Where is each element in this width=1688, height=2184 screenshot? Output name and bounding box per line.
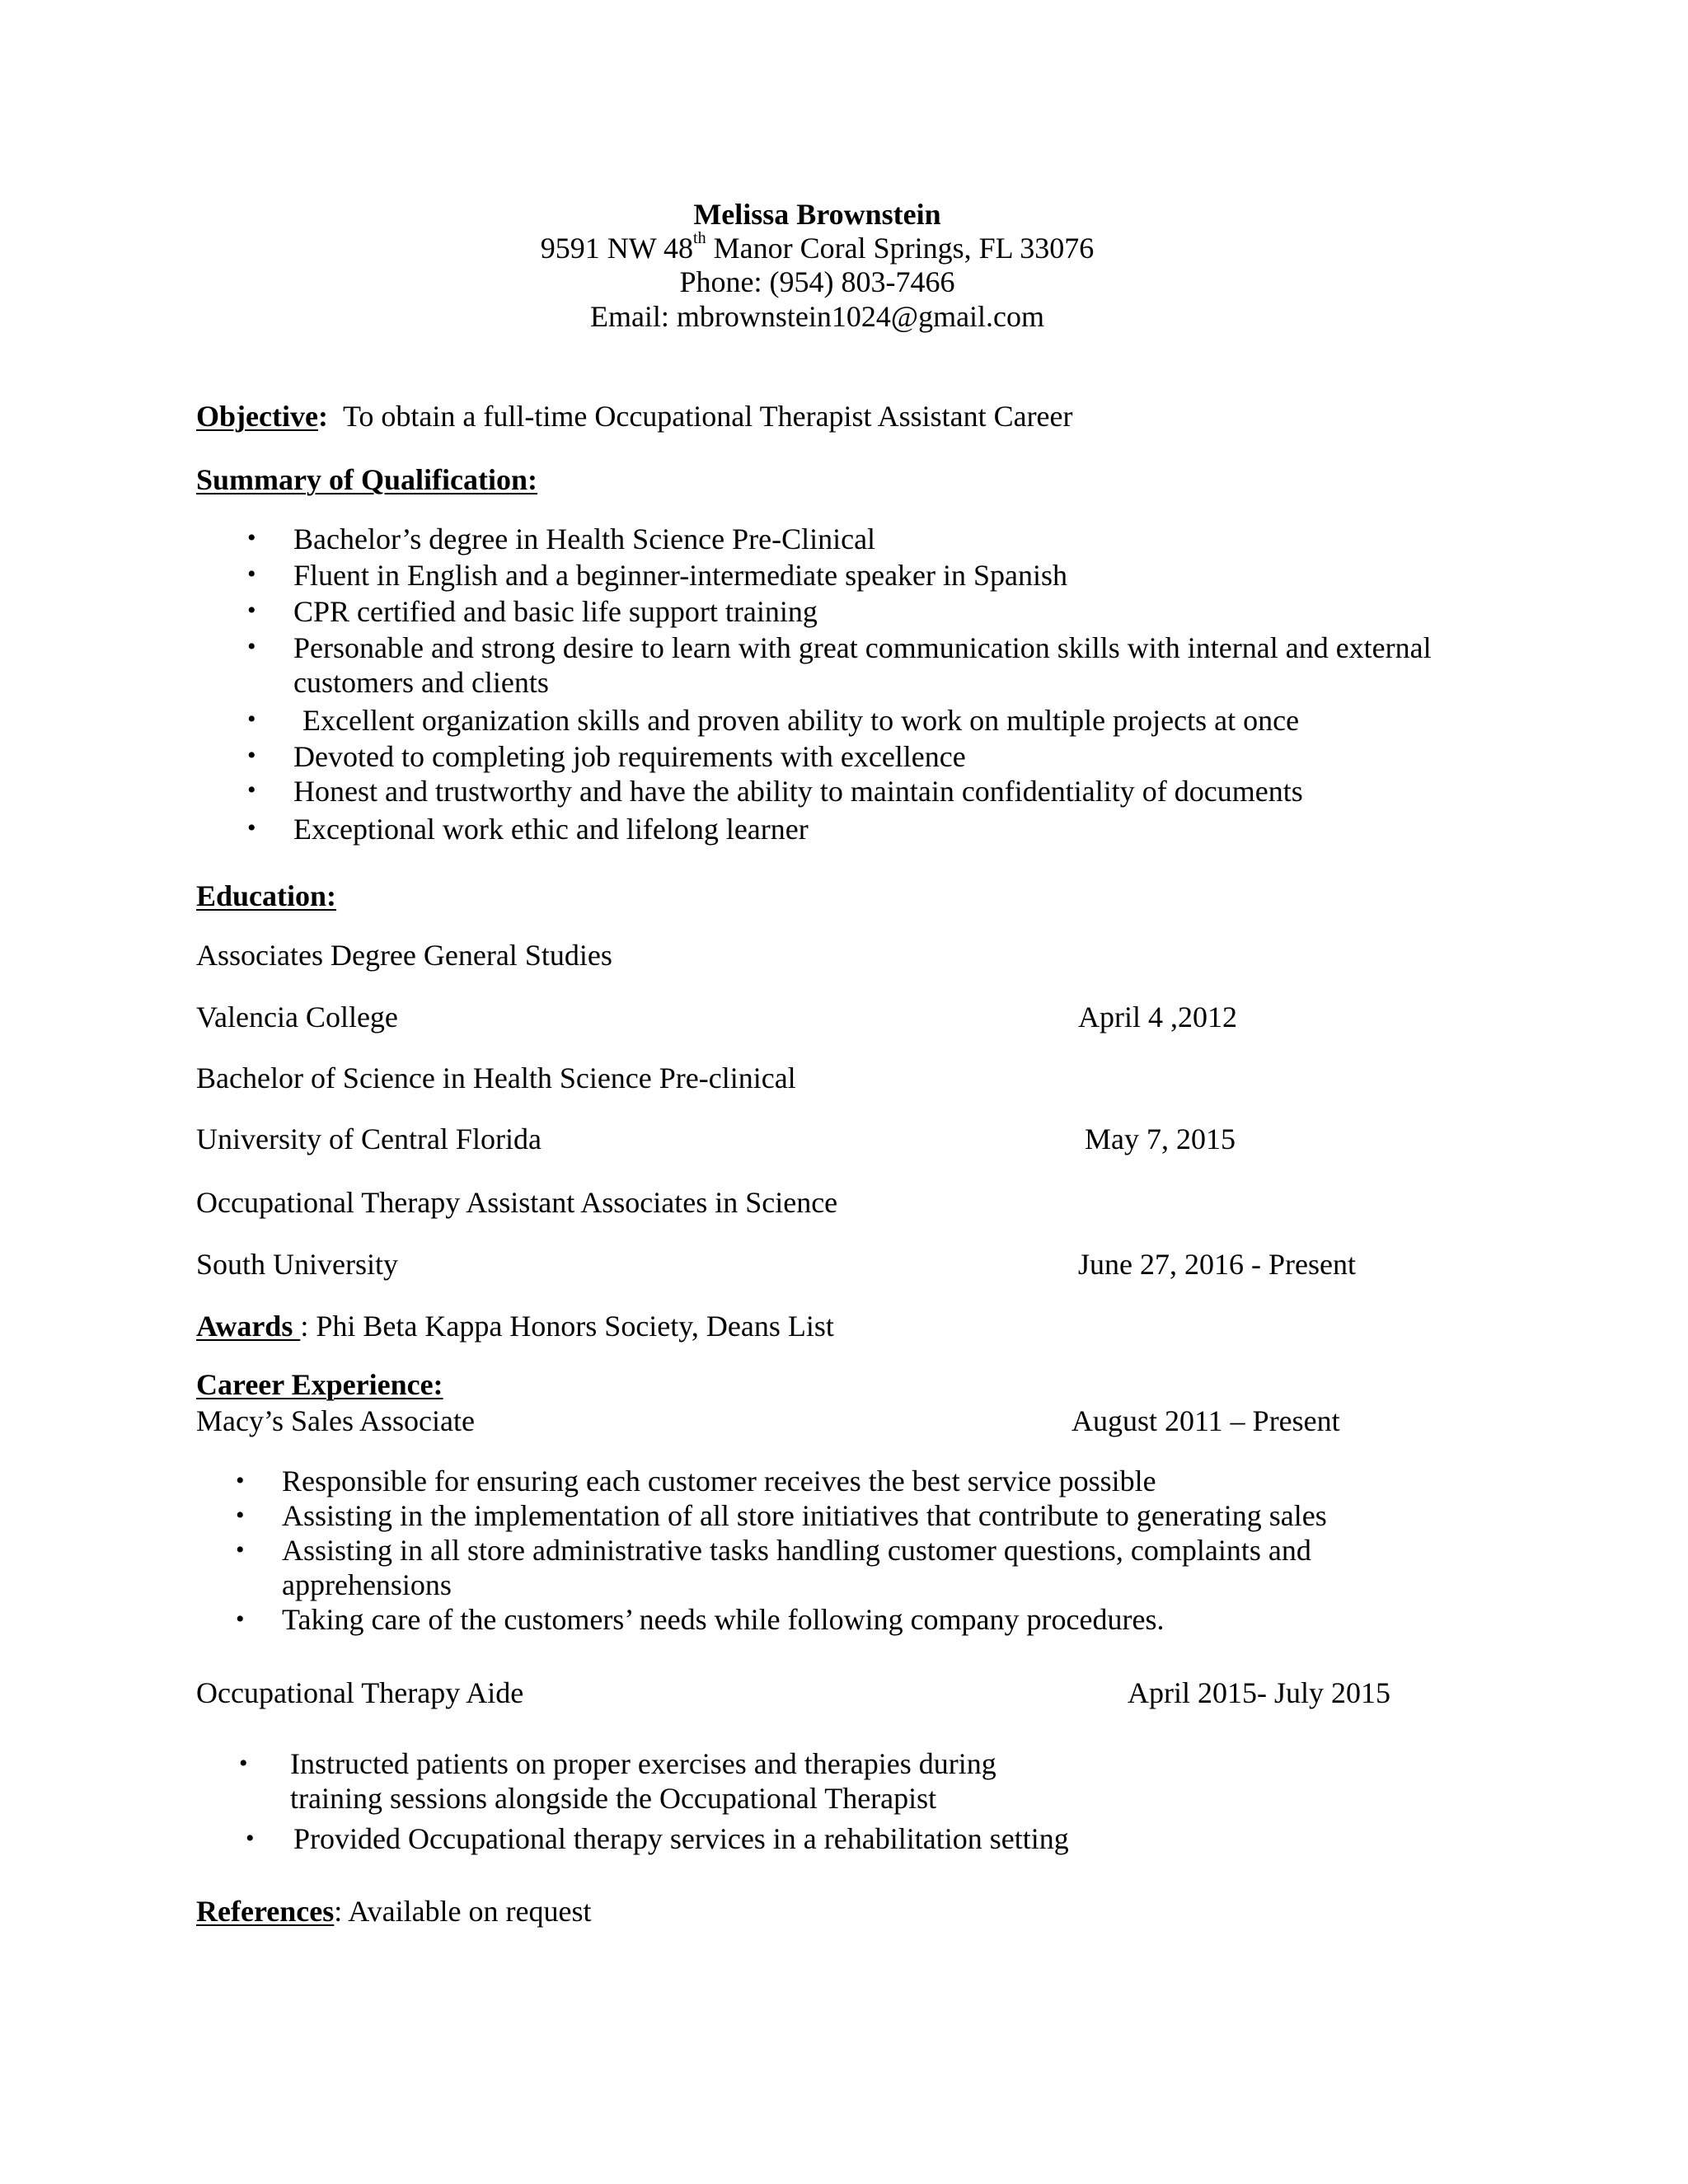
job-duty: Provided Occupational therapy services in a rehabilitation setting [293,1822,1069,1855]
summary-item-continuation: customers and clients [293,666,549,699]
summary-item: Fluent in English and a beginner-intermediate speaker in Spanish [293,559,1068,592]
references-line [196,1896,592,1926]
job-duty: Instructed patients on proper exercises and therapies during [290,1747,996,1780]
education-date: June 27, 2016 - Present [1078,1248,1356,1281]
summary-item: Exceptional work ethic and lifelong learner [293,813,809,846]
summary-item: Honest and trustworthy and have the ability to maintain confidentiality of documents [293,775,1303,808]
education-degree: Occupational Therapy Assistant Associates in Science [196,1186,838,1219]
address-line [0,229,1634,265]
bullet-icon: • [236,1536,245,1563]
job-duty: Responsible for ensuring each customer receives the best service possible [282,1465,1156,1497]
bullet-icon: • [236,1467,245,1494]
summary-item: Devoted to completing job requirements with excellence [293,740,966,773]
bullet-icon: • [247,560,256,588]
bullet-icon: • [247,705,256,733]
address-prefix: 9591 NW 48 [540,232,694,265]
job-duty: Taking care of the customers’ needs while following company procedures. [282,1603,1165,1636]
bullet-icon: • [247,524,256,551]
education-school: South University [196,1248,399,1281]
job-duty-continuation: training sessions alongside the Occupational Therapist [290,1782,937,1815]
summary-heading: Summary of Qualification: [196,463,537,496]
education-degree: Associates Degree General Studies [196,939,612,972]
summary-item: Personable and strong desire to learn with great communication skills with internal and external [293,631,1432,664]
resume-name: Melissa Brownstein [693,198,941,231]
job-duty-continuation: apprehensions [282,1568,452,1601]
bullet-icon: • [236,1605,245,1633]
education-date: May 7, 2015 [1085,1122,1236,1155]
email-line: Email: mbrownstein1024@gmail.com [589,300,1045,333]
summary-item: Bachelor’s degree in Health Science Pre-Clinical [293,523,876,555]
bullet-icon: • [247,814,256,841]
career-heading: Career Experience: [196,1368,443,1401]
job-date: August 2011 – Present [1071,1404,1340,1437]
awards-line [196,1311,834,1341]
bullet-icon: • [247,742,256,769]
bullet-icon: • [247,776,256,804]
summary-item: Excellent organization skills and proven ability to work on multiple projects at once [302,704,1300,737]
education-degree: Bachelor of Science in Health Science Pre-clinical [196,1062,796,1094]
job-duty: Assisting in the implementation of all store initiatives that contribute to generating sales [282,1499,1327,1532]
bullet-icon: • [247,597,256,624]
awards-heading: Awards [196,1310,301,1343]
address-superscript: th [693,229,706,247]
summary-item: CPR certified and basic life support training [293,595,818,628]
education-heading: Education: [196,879,337,912]
education-school: Valencia College [196,1001,398,1033]
awards-text: : Phi Beta Kappa Honors Society, Deans List [300,1310,834,1343]
phone-line: Phone: (954) 803-7466 [679,265,955,298]
bullet-icon: • [236,1502,245,1529]
objective-text: To obtain a full-time Occupational Therapist Assistant Career [342,400,1073,433]
references-heading: References [196,1895,335,1928]
bullet-icon: • [239,1750,248,1777]
job-date: April 2015- July 2015 [1128,1676,1390,1709]
job-title: Occupational Therapy Aide [196,1676,524,1709]
job-duty: Assisting in all store administrative tasks handling customer questions, complaints and [282,1534,1311,1567]
objective-heading: Objective [196,400,318,433]
references-text: : Available on request [334,1895,592,1928]
bullet-icon: • [246,1825,255,1852]
bullet-icon: • [247,633,256,660]
education-date: April 4 ,2012 [1078,1001,1237,1033]
job-title: Macy’s Sales Associate [196,1404,475,1437]
address-suffix: Manor Coral Springs, FL 33076 [706,232,1095,265]
objective-line [196,401,1073,431]
education-school: University of Central Florida [196,1122,542,1155]
objective-colon: : [317,400,328,433]
